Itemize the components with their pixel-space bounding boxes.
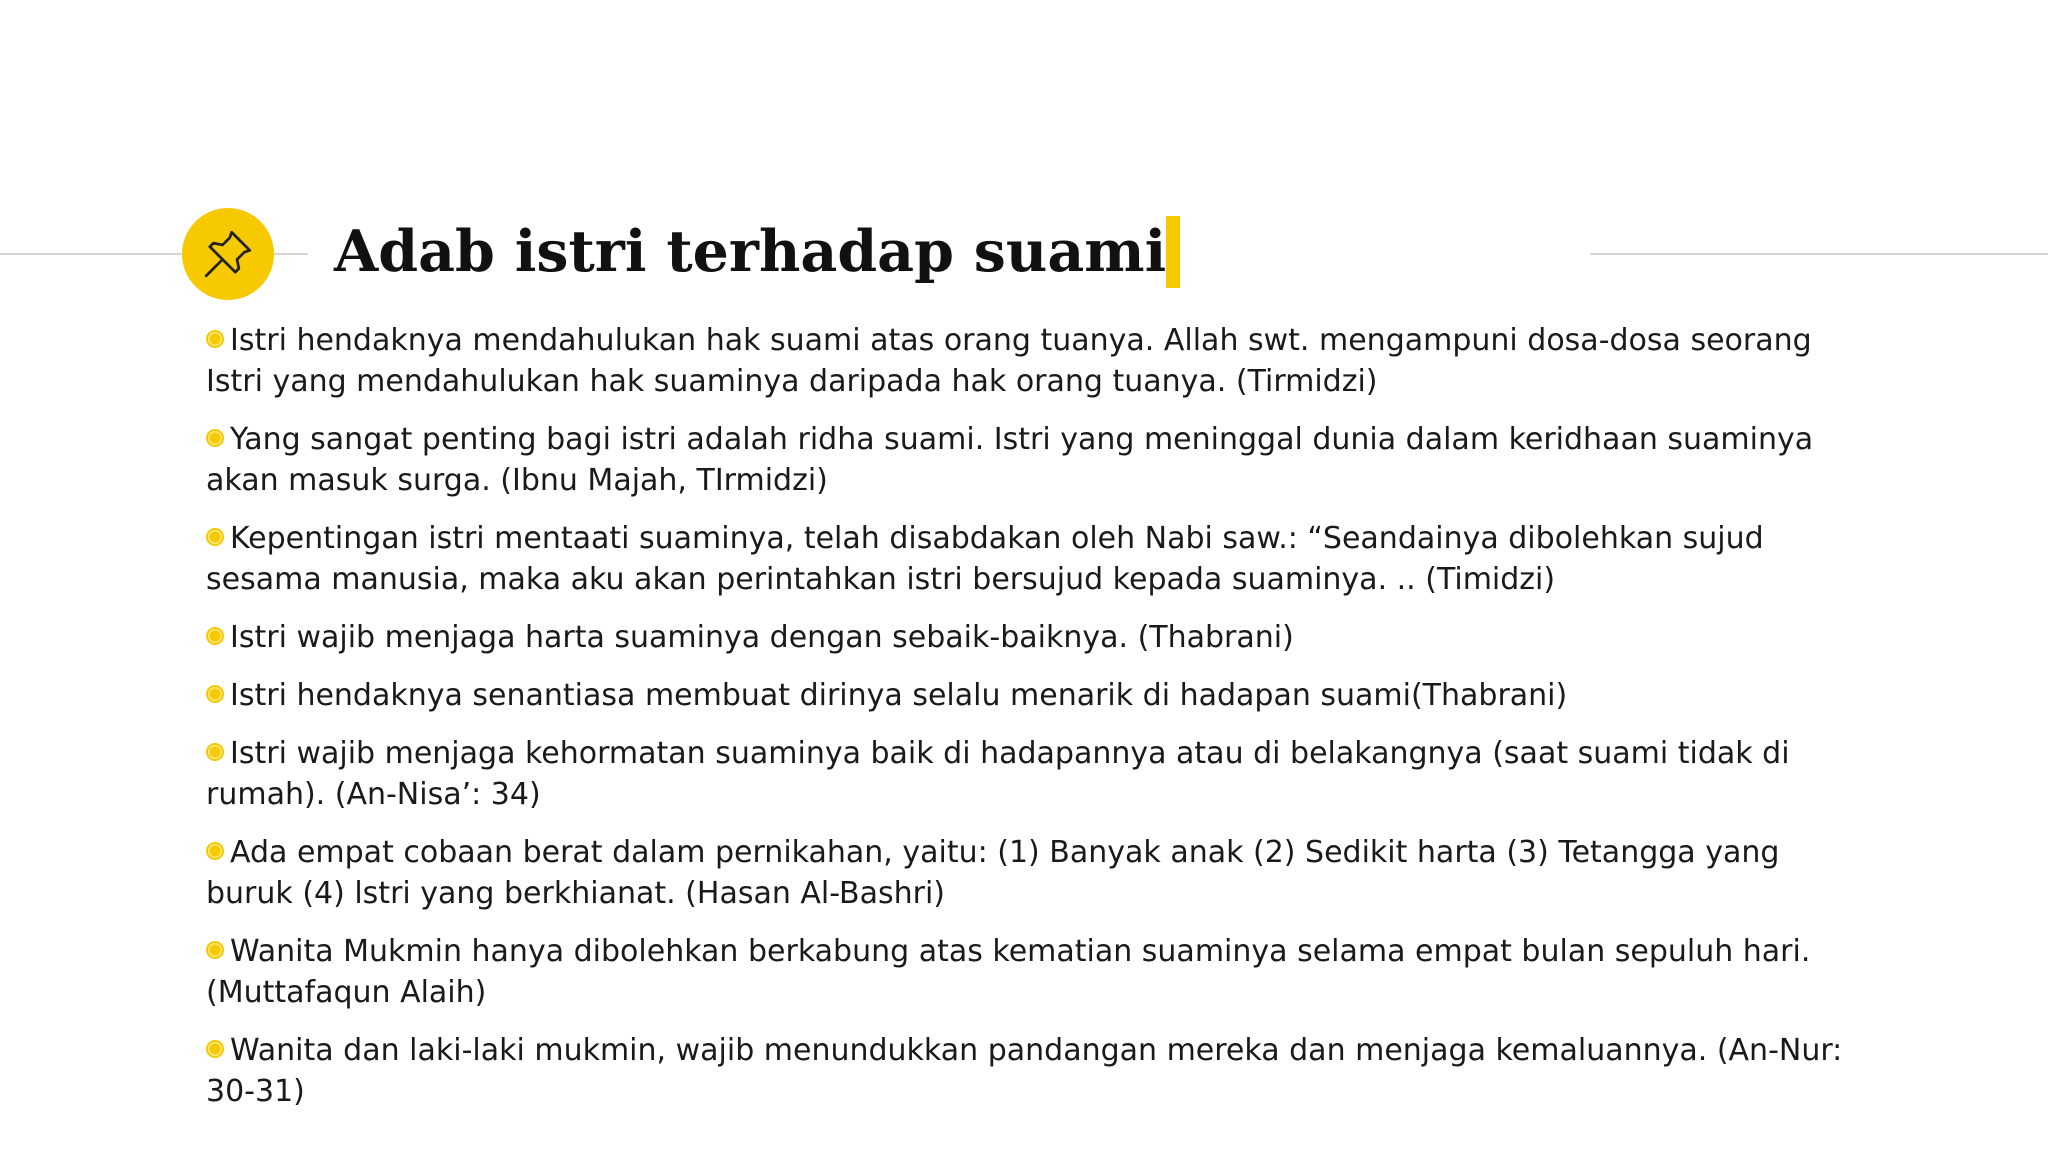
list-item-text: Wanita dan laki-laki mukmin, wajib menundukkan pandangan mereka dan menjaga kemaluannya. (An-Nur: 30-31) — [206, 1033, 1843, 1109]
list-item-text: Wanita Mukmin hanya dibolehkan berkabung atas kematian suaminya selama empat bulan sepuluh hari. (Muttafaqun Alaih) — [206, 934, 1811, 1010]
yellow-dot-bullet-icon — [206, 429, 224, 447]
slide-title[interactable] — [334, 212, 1180, 292]
yellow-dot-bullet-icon — [206, 330, 224, 348]
yellow-dot-bullet-icon — [206, 685, 224, 703]
list-item-text: Ada empat cobaan berat dalam pernikahan, yaitu: (1) Banyak anak (2) Sedikit harta (3) Tetangga yang buruk (4) lstri yang berkhianat. (Hasan Al-Bashri) — [206, 835, 1780, 911]
list-item — [206, 832, 1846, 914]
bullet-list — [206, 320, 1846, 1129]
yellow-dot-bullet-icon — [206, 1040, 224, 1058]
list-item-text: Istri hendaknya mendahulukan hak suami atas orang tuanya. Allah swt. mengampuni dosa-dosa seorang Istri yang mendahulukan hak suaminya daripada hak orang tuanya. (Tirmidzi) — [206, 323, 1812, 399]
list-item — [206, 617, 1846, 658]
list-item — [206, 931, 1846, 1013]
yellow-dot-bullet-icon — [206, 528, 224, 546]
list-item — [206, 1030, 1846, 1112]
list-item — [206, 320, 1846, 402]
list-item — [206, 419, 1846, 501]
pushpin-icon — [182, 208, 274, 300]
yellow-dot-bullet-icon — [206, 842, 224, 860]
list-item — [206, 518, 1846, 600]
yellow-dot-bullet-icon — [206, 941, 224, 959]
yellow-dot-bullet-icon — [206, 743, 224, 761]
list-item-text: Kepentingan istri mentaati suaminya, telah disabdakan oleh Nabi saw.: “Seandainya dibolehkan sujud sesama manusia, maka aku akan perintahkan istri bersujud kepada suaminya. .. (Timidzi) — [206, 521, 1764, 597]
divider-line-right — [1590, 253, 2048, 255]
list-item-text: Istri hendaknya senantiasa membuat dirinya selalu menarik di hadapan suami(Thabrani) — [230, 678, 1568, 713]
slide-title-text: Adab istri terhadap suami — [334, 218, 1167, 285]
list-item-text: Istri wajib menjaga kehormatan suaminya baik di hadapannya atau di belakangnya (saat suami tidak di rumah). (An-Nisa’: 34) — [206, 736, 1790, 812]
text-cursor — [1166, 216, 1180, 288]
list-item-text: Istri wajib menjaga harta suaminya dengan sebaik-baiknya. (Thabrani) — [230, 620, 1294, 655]
list-item — [206, 675, 1846, 716]
yellow-dot-bullet-icon — [206, 627, 224, 645]
list-item-text: Yang sangat penting bagi istri adalah ridha suami. Istri yang meninggal dunia dalam keridhaan suaminya akan masuk surga. (Ibnu Majah, TIrmidzi) — [206, 422, 1814, 498]
list-item — [206, 733, 1846, 815]
